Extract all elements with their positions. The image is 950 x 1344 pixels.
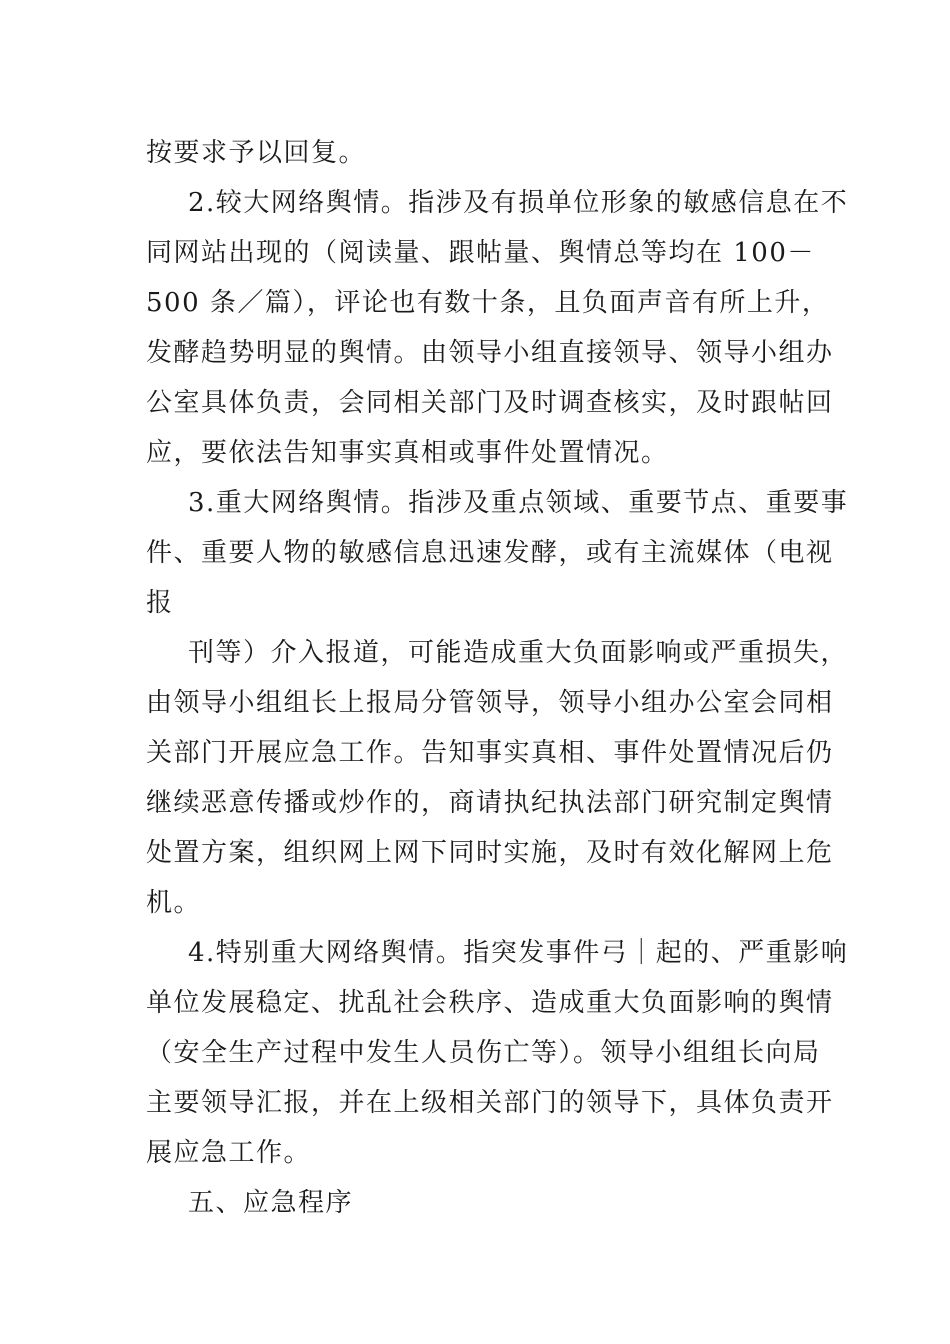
text-line: （安全生产过程中发生人员伤亡等）。领导小组组长向局	[146, 1038, 821, 1068]
text-line: 机。	[146, 888, 202, 918]
text-line: 主要领导汇报，并在上级相关部门的领导下，具体负责开	[146, 1088, 834, 1118]
text-line: 发酵趋势明显的舆情。由领导小组直接领导、领导小组办	[146, 338, 834, 368]
text-line: 报	[146, 588, 174, 618]
text-line: 关部门开展应急工作。告知事实真相、事件处置情况后仍	[146, 738, 834, 768]
paragraph-heading-3: 3.重大网络舆情。指涉及重点领域、重要节点、重要事	[188, 488, 849, 518]
paragraph-heading-4: 4.特别重大网络舆情。指突发事件弓｜起的、严重影响	[188, 938, 849, 968]
text-line: 由领导小组组长上报局分管领导，领导小组办公室会同相	[146, 688, 834, 718]
section-heading: 五、应急程序	[188, 1188, 354, 1218]
text-line: 展应急工作。	[146, 1138, 312, 1168]
text-line: 继续恶意传播或炒作的，商请执纪执法部门研究制定舆情	[146, 788, 834, 818]
text-line: 单位发展稳定、扰乱社会秩序、造成重大负面影响的舆情	[146, 988, 834, 1018]
text-line: 应，要依法告知事实真相或事件处置情况。	[146, 438, 669, 468]
paragraph-heading-2: 2.较大网络舆情。指涉及有损单位形象的敏感信息在不	[188, 188, 849, 218]
text-line: 公室具体负责，会同相关部门及时调查核实，及时跟帖回	[146, 388, 834, 418]
text-line: 件、重要人物的敏感信息迅速发酵，或有主流媒体（电视	[146, 538, 834, 568]
text-line: 同网站出现的（阅读量、跟帖量、舆情总等均在 100－	[146, 238, 815, 268]
text-line: 按要求予以回复。	[146, 138, 367, 168]
text-line: 处置方案，组织网上网下同时实施，及时有效化解网上危	[146, 838, 834, 868]
text-line: 500 条／篇），评论也有数十条，且负面声音有所上升，	[146, 288, 830, 318]
document-body	[146, 128, 849, 1228]
text-line: 刊等）介入报道，可能造成重大负面影响或严重损失，	[188, 638, 849, 668]
